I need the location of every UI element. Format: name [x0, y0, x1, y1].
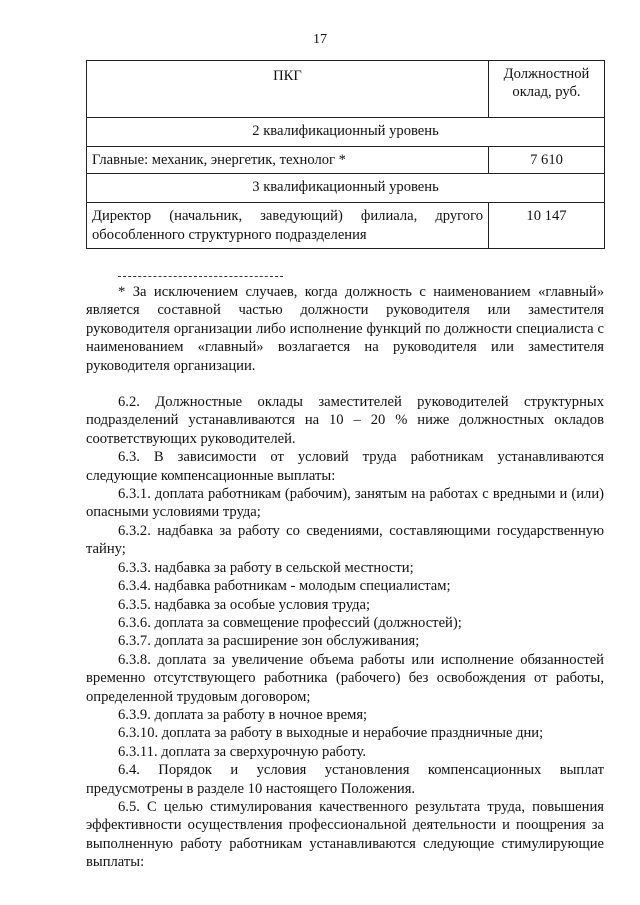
level-row — [87, 174, 605, 203]
paragraph-6-3-9: 6.3.9. доплата за работу в ночное время; — [118, 706, 368, 723]
salary-value: 10 147 — [489, 203, 605, 249]
paragraph-6-2: 6.2. Должностные оклады заместителей руководителей структурных подразделений устанавливаются на 10 – 20 % ниже должностных окладов соответствующих руководителей. — [86, 394, 604, 447]
paragraph-6-3-10: 6.3.10. доплата за работу в выходные и нерабочие праздничные дни; — [118, 725, 544, 742]
level-row — [87, 118, 605, 147]
position-name: Директор (начальник, заведующий) филиала, другого обособленного структурного подразделения — [87, 203, 489, 249]
table-row — [87, 147, 605, 174]
table-header-row — [87, 61, 605, 118]
footnote: * За исключением случаев, когда должность с наименованием «главный» является составной частью должности руководителя или заместителя руководителя организации либо исполнение функций по должности специалиста с наименованием «главный» возлагается на руководителя или заместителя руководителя организации. — [86, 284, 604, 374]
header-salary: Должностной оклад, руб. — [489, 61, 605, 118]
salary-value: 7 610 — [489, 147, 605, 174]
paragraph-6-3-4: 6.3.4. надбавка работникам - молодым специалистам; — [118, 578, 451, 595]
paragraph-6-3-5: 6.3.5. надбавка за особые условия труда; — [118, 596, 371, 613]
qualification-level: 3 квалификационный уровень — [87, 174, 605, 203]
table-row — [87, 203, 605, 249]
paragraph-6-3-11: 6.3.11. доплата за сверхурочную работу. — [118, 743, 367, 760]
paragraph-6-4: 6.4. Порядок и условия установления компенсационных выплат предусмотрены в разделе 10 настоящего Положения. — [86, 762, 604, 797]
paragraph-6-3: 6.3. В зависимости от условий труда работникам устанавливаются следующие компенсационные выплаты: — [86, 449, 604, 484]
paragraph-6-3-2: 6.3.2. надбавка за работу со сведениями, составляющими государственную тайну; — [86, 522, 604, 558]
page-number: 17 — [313, 32, 327, 47]
paragraph-6-3-8: 6.3.8. доплата за увеличение объема работы или исполнение обязанностей временно отсутствующего работника (рабочего) без освобождения от работы, определенной трудовым договором; — [86, 651, 604, 705]
paragraph-6-3-3: 6.3.3. надбавка за работу в сельской местности; — [118, 559, 414, 576]
position-name: Главные: механик, энергетик, технолог * — [87, 147, 489, 174]
salary-table — [86, 60, 605, 249]
footnote-separator — [118, 264, 283, 277]
qualification-level: 2 квалификационный уровень — [87, 118, 605, 147]
paragraph-6-5: 6.5. С целью стимулирования качественного результата труда, повышения эффективности осуществления профессиональной деятельности и поощрения за выполненную работу работникам устанавливаются следующие стимулирующие выплаты: — [86, 798, 604, 871]
paragraph-6-3-6: 6.3.6. доплата за совмещение профессий (должностей); — [118, 614, 462, 631]
header-pkg: ПКГ — [87, 61, 489, 118]
paragraph-6-3-1: 6.3.1. доплата работникам (рабочим), занятым на работах с вредными и (или) опасными условиями труда; — [86, 486, 604, 521]
document-body — [86, 264, 604, 872]
paragraph-6-3-7: 6.3.7. доплата за расширение зон обслуживания; — [118, 633, 420, 650]
